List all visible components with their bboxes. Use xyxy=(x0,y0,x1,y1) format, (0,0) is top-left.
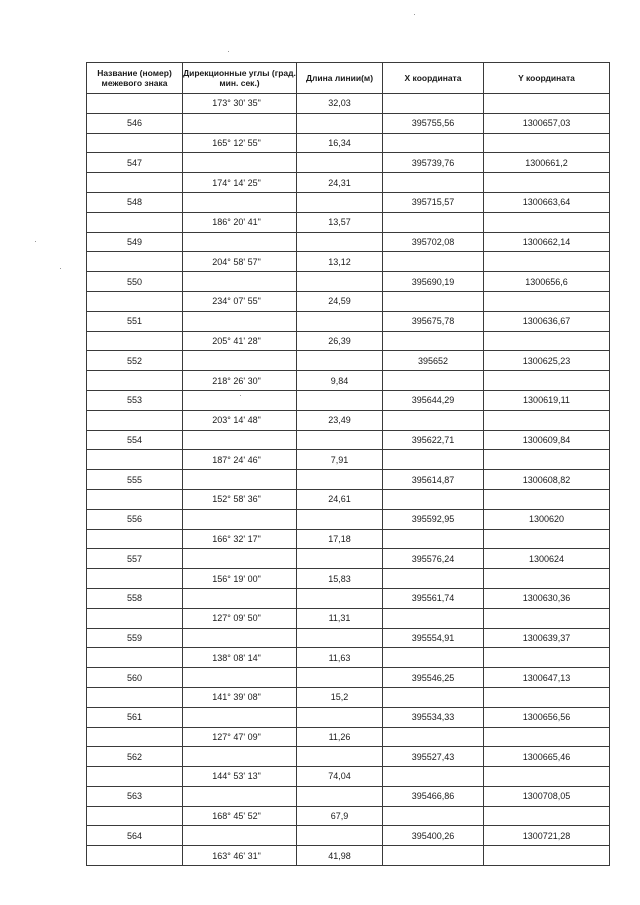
x-coordinate-cell: 395644,29 xyxy=(383,390,484,410)
x-coordinate-cell: 395554,91 xyxy=(383,628,484,648)
x-coordinate-cell: 395739,76 xyxy=(383,153,484,173)
point-name-cell xyxy=(87,133,183,153)
table-row xyxy=(87,113,610,133)
point-name-cell: 560 xyxy=(87,668,183,688)
table-row xyxy=(87,450,610,470)
point-name-cell xyxy=(87,727,183,747)
x-coordinate-cell xyxy=(383,133,484,153)
table-row xyxy=(87,826,610,846)
point-name-cell xyxy=(87,94,183,114)
point-name-cell: 549 xyxy=(87,232,183,252)
table-row xyxy=(87,668,610,688)
point-name-cell: 556 xyxy=(87,509,183,529)
x-coordinate-cell: 395561,74 xyxy=(383,588,484,608)
line-length-cell xyxy=(297,113,383,133)
x-coordinate-cell xyxy=(383,252,484,272)
x-coordinate-cell: 395702,08 xyxy=(383,232,484,252)
x-coordinate-cell xyxy=(383,727,484,747)
table-row xyxy=(87,549,610,569)
point-name-cell: 555 xyxy=(87,470,183,490)
direction-angle-cell xyxy=(183,153,297,173)
line-length-cell: 15,2 xyxy=(297,687,383,707)
y-coordinate-cell xyxy=(484,648,610,668)
x-coordinate-cell xyxy=(383,846,484,866)
point-name-cell: 553 xyxy=(87,390,183,410)
y-coordinate-cell xyxy=(484,173,610,193)
y-coordinate-cell xyxy=(484,687,610,707)
x-coordinate-cell: 395546,25 xyxy=(383,668,484,688)
direction-angle-cell xyxy=(183,272,297,292)
table-row xyxy=(87,806,610,826)
table-row xyxy=(87,727,610,747)
table-row xyxy=(87,707,610,727)
y-coordinate-cell: 1300721,28 xyxy=(484,826,610,846)
y-coordinate-cell xyxy=(484,450,610,470)
y-coordinate-cell xyxy=(484,846,610,866)
table-row xyxy=(87,747,610,767)
x-coordinate-cell: 395576,24 xyxy=(383,549,484,569)
y-coordinate-cell: 1300656,56 xyxy=(484,707,610,727)
line-length-cell: 41,98 xyxy=(297,846,383,866)
point-name-cell: 548 xyxy=(87,192,183,212)
line-length-cell: 32,03 xyxy=(297,94,383,114)
table-row xyxy=(87,311,610,331)
line-length-cell xyxy=(297,628,383,648)
point-name-cell: 564 xyxy=(87,826,183,846)
x-coordinate-cell: 395592,95 xyxy=(383,509,484,529)
line-length-cell: 11,63 xyxy=(297,648,383,668)
y-coordinate-cell: 1300630,36 xyxy=(484,588,610,608)
scan-speck xyxy=(240,395,241,396)
x-coordinate-cell xyxy=(383,767,484,787)
line-length-cell xyxy=(297,549,383,569)
point-name-cell xyxy=(87,371,183,391)
table-row xyxy=(87,628,610,648)
table-row xyxy=(87,272,610,292)
line-length-cell xyxy=(297,668,383,688)
line-length-cell xyxy=(297,311,383,331)
x-coordinate-cell: 395715,57 xyxy=(383,192,484,212)
y-coordinate-cell: 1300624 xyxy=(484,549,610,569)
point-name-cell xyxy=(87,410,183,430)
direction-angle-cell xyxy=(183,192,297,212)
direction-angle-cell xyxy=(183,390,297,410)
x-coordinate-cell xyxy=(383,569,484,589)
line-length-cell xyxy=(297,826,383,846)
y-coordinate-cell: 1300619,11 xyxy=(484,390,610,410)
scan-speck xyxy=(60,268,61,269)
direction-angle-cell xyxy=(183,588,297,608)
direction-angle-cell: 144° 53' 13" xyxy=(183,767,297,787)
table-row xyxy=(87,608,610,628)
direction-angle-cell: 173° 30' 35" xyxy=(183,94,297,114)
line-length-cell: 7,91 xyxy=(297,450,383,470)
y-coordinate-cell xyxy=(484,410,610,430)
table-row xyxy=(87,133,610,153)
direction-angle-cell: 234° 07' 55" xyxy=(183,291,297,311)
point-name-cell: 563 xyxy=(87,786,183,806)
point-name-cell xyxy=(87,489,183,509)
point-name-cell: 546 xyxy=(87,113,183,133)
x-coordinate-cell xyxy=(383,687,484,707)
y-coordinate-cell xyxy=(484,529,610,549)
x-coordinate-cell xyxy=(383,291,484,311)
x-coordinate-cell xyxy=(383,806,484,826)
table-row xyxy=(87,351,610,371)
y-coordinate-cell: 1300665,46 xyxy=(484,747,610,767)
point-name-cell xyxy=(87,846,183,866)
scan-speck xyxy=(228,51,229,52)
direction-angle-cell xyxy=(183,549,297,569)
direction-angle-cell: 127° 47' 09" xyxy=(183,727,297,747)
y-coordinate-cell xyxy=(484,806,610,826)
y-coordinate-cell: 1300708,05 xyxy=(484,786,610,806)
x-coordinate-cell xyxy=(383,331,484,351)
point-name-cell xyxy=(87,529,183,549)
line-length-cell xyxy=(297,192,383,212)
x-coordinate-cell xyxy=(383,94,484,114)
table-row xyxy=(87,430,610,450)
direction-angle-cell xyxy=(183,707,297,727)
y-coordinate-cell xyxy=(484,608,610,628)
y-coordinate-cell: 1300661,2 xyxy=(484,153,610,173)
line-length-cell xyxy=(297,430,383,450)
table-row xyxy=(87,252,610,272)
x-coordinate-cell xyxy=(383,648,484,668)
line-length-cell: 13,57 xyxy=(297,212,383,232)
x-coordinate-cell xyxy=(383,173,484,193)
direction-angle-cell xyxy=(183,232,297,252)
line-length-cell: 67,9 xyxy=(297,806,383,826)
line-length-cell: 24,61 xyxy=(297,489,383,509)
point-name-cell xyxy=(87,767,183,787)
line-length-cell: 74,04 xyxy=(297,767,383,787)
table-row xyxy=(87,509,610,529)
table-body xyxy=(87,94,610,866)
y-coordinate-cell xyxy=(484,767,610,787)
y-coordinate-cell: 1300662,14 xyxy=(484,232,610,252)
table-row xyxy=(87,94,610,114)
direction-angle-cell xyxy=(183,113,297,133)
y-coordinate-cell: 1300620 xyxy=(484,509,610,529)
x-coordinate-cell xyxy=(383,371,484,391)
direction-angle-cell xyxy=(183,786,297,806)
direction-angle-cell: 218° 26' 30" xyxy=(183,371,297,391)
point-name-cell xyxy=(87,608,183,628)
direction-angle-cell: 127° 09' 50" xyxy=(183,608,297,628)
direction-angle-cell: 174° 14' 25" xyxy=(183,173,297,193)
y-coordinate-cell: 1300625,23 xyxy=(484,351,610,371)
table-row xyxy=(87,173,610,193)
direction-angle-cell xyxy=(183,826,297,846)
table-row xyxy=(87,291,610,311)
column-header-x-coordinate: X координата xyxy=(383,63,484,94)
x-coordinate-cell: 395755,56 xyxy=(383,113,484,133)
direction-angle-cell: 141° 39' 08" xyxy=(183,687,297,707)
x-coordinate-cell: 395527,43 xyxy=(383,747,484,767)
line-length-cell: 13,12 xyxy=(297,252,383,272)
point-name-cell xyxy=(87,806,183,826)
table-row xyxy=(87,212,610,232)
x-coordinate-cell xyxy=(383,529,484,549)
y-coordinate-cell xyxy=(484,94,610,114)
point-name-cell xyxy=(87,450,183,470)
line-length-cell: 9,84 xyxy=(297,371,383,391)
point-name-cell: 559 xyxy=(87,628,183,648)
y-coordinate-cell xyxy=(484,569,610,589)
line-length-cell xyxy=(297,272,383,292)
direction-angle-cell: 204° 58' 57" xyxy=(183,252,297,272)
y-coordinate-cell xyxy=(484,331,610,351)
point-name-cell: 551 xyxy=(87,311,183,331)
table-row xyxy=(87,529,610,549)
x-coordinate-cell: 395690,19 xyxy=(383,272,484,292)
y-coordinate-cell: 1300609,84 xyxy=(484,430,610,450)
point-name-cell xyxy=(87,173,183,193)
point-name-cell xyxy=(87,687,183,707)
line-length-cell xyxy=(297,509,383,529)
table-row xyxy=(87,569,610,589)
point-name-cell: 557 xyxy=(87,549,183,569)
direction-angle-cell xyxy=(183,747,297,767)
x-coordinate-cell xyxy=(383,489,484,509)
table-row xyxy=(87,232,610,252)
column-header-line-length: Длина линии(м) xyxy=(297,63,383,94)
line-length-cell: 11,31 xyxy=(297,608,383,628)
x-coordinate-cell xyxy=(383,212,484,232)
direction-angle-cell xyxy=(183,351,297,371)
table-row xyxy=(87,153,610,173)
column-header-direction-angle: Дирекционные углы (град. мин. сек.) xyxy=(183,63,297,94)
point-name-cell: 558 xyxy=(87,588,183,608)
direction-angle-cell xyxy=(183,470,297,490)
direction-angle-cell: 187° 24' 46" xyxy=(183,450,297,470)
column-header-y-coordinate: Y координата xyxy=(484,63,610,94)
x-coordinate-cell: 395652 xyxy=(383,351,484,371)
scan-speck xyxy=(414,14,415,15)
point-name-cell xyxy=(87,212,183,232)
table-row xyxy=(87,331,610,351)
direction-angle-cell: 203° 14' 48" xyxy=(183,410,297,430)
point-name-cell xyxy=(87,291,183,311)
line-length-cell xyxy=(297,707,383,727)
table-row xyxy=(87,846,610,866)
y-coordinate-cell: 1300608,82 xyxy=(484,470,610,490)
point-name-cell: 562 xyxy=(87,747,183,767)
x-coordinate-cell: 395675,78 xyxy=(383,311,484,331)
y-coordinate-cell xyxy=(484,727,610,747)
point-name-cell xyxy=(87,331,183,351)
line-length-cell xyxy=(297,588,383,608)
line-length-cell: 11,26 xyxy=(297,727,383,747)
x-coordinate-cell xyxy=(383,608,484,628)
y-coordinate-cell xyxy=(484,489,610,509)
direction-angle-cell: 166° 32' 17" xyxy=(183,529,297,549)
line-length-cell xyxy=(297,153,383,173)
x-coordinate-cell: 395400,26 xyxy=(383,826,484,846)
boundary-coordinates-table xyxy=(86,62,610,866)
y-coordinate-cell: 1300657,03 xyxy=(484,113,610,133)
x-coordinate-cell: 395622,71 xyxy=(383,430,484,450)
y-coordinate-cell: 1300663,64 xyxy=(484,192,610,212)
point-name-cell: 552 xyxy=(87,351,183,371)
line-length-cell xyxy=(297,747,383,767)
direction-angle-cell: 168° 45' 52" xyxy=(183,806,297,826)
y-coordinate-cell xyxy=(484,252,610,272)
line-length-cell: 16,34 xyxy=(297,133,383,153)
table-row xyxy=(87,687,610,707)
table-header-row xyxy=(87,63,610,94)
direction-angle-cell: 205° 41' 28" xyxy=(183,331,297,351)
point-name-cell xyxy=(87,252,183,272)
table-row xyxy=(87,648,610,668)
direction-angle-cell: 165° 12' 55" xyxy=(183,133,297,153)
point-name-cell xyxy=(87,648,183,668)
direction-angle-cell: 156° 19' 00" xyxy=(183,569,297,589)
y-coordinate-cell: 1300636,67 xyxy=(484,311,610,331)
line-length-cell: 23,49 xyxy=(297,410,383,430)
direction-angle-cell xyxy=(183,430,297,450)
table-row xyxy=(87,786,610,806)
point-name-cell: 550 xyxy=(87,272,183,292)
direction-angle-cell: 163° 46' 31" xyxy=(183,846,297,866)
point-name-cell: 547 xyxy=(87,153,183,173)
y-coordinate-cell xyxy=(484,212,610,232)
direction-angle-cell xyxy=(183,311,297,331)
x-coordinate-cell xyxy=(383,450,484,470)
x-coordinate-cell: 395534,33 xyxy=(383,707,484,727)
direction-angle-cell: 138° 08' 14" xyxy=(183,648,297,668)
table-row xyxy=(87,192,610,212)
line-length-cell xyxy=(297,470,383,490)
table-row xyxy=(87,410,610,430)
scan-speck xyxy=(35,241,36,242)
line-length-cell: 17,18 xyxy=(297,529,383,549)
line-length-cell: 26,39 xyxy=(297,331,383,351)
y-coordinate-cell xyxy=(484,133,610,153)
y-coordinate-cell xyxy=(484,371,610,391)
y-coordinate-cell xyxy=(484,291,610,311)
point-name-cell: 554 xyxy=(87,430,183,450)
line-length-cell: 24,59 xyxy=(297,291,383,311)
point-name-cell: 561 xyxy=(87,707,183,727)
table-row xyxy=(87,390,610,410)
line-length-cell xyxy=(297,232,383,252)
table-row xyxy=(87,489,610,509)
line-length-cell xyxy=(297,786,383,806)
x-coordinate-cell: 395614,87 xyxy=(383,470,484,490)
direction-angle-cell: 152° 58' 36" xyxy=(183,489,297,509)
x-coordinate-cell xyxy=(383,410,484,430)
line-length-cell: 15,83 xyxy=(297,569,383,589)
direction-angle-cell xyxy=(183,509,297,529)
direction-angle-cell xyxy=(183,628,297,648)
column-header-point-name: Название (номер) межевого знака xyxy=(87,63,183,94)
table-row xyxy=(87,767,610,787)
table-row xyxy=(87,588,610,608)
point-name-cell xyxy=(87,569,183,589)
y-coordinate-cell: 1300639,37 xyxy=(484,628,610,648)
line-length-cell: 24,31 xyxy=(297,173,383,193)
line-length-cell xyxy=(297,390,383,410)
direction-angle-cell xyxy=(183,668,297,688)
table-row xyxy=(87,470,610,490)
y-coordinate-cell: 1300656,6 xyxy=(484,272,610,292)
y-coordinate-cell: 1300647,13 xyxy=(484,668,610,688)
line-length-cell xyxy=(297,351,383,371)
x-coordinate-cell: 395466,86 xyxy=(383,786,484,806)
direction-angle-cell: 186° 20' 41" xyxy=(183,212,297,232)
table-row xyxy=(87,371,610,391)
